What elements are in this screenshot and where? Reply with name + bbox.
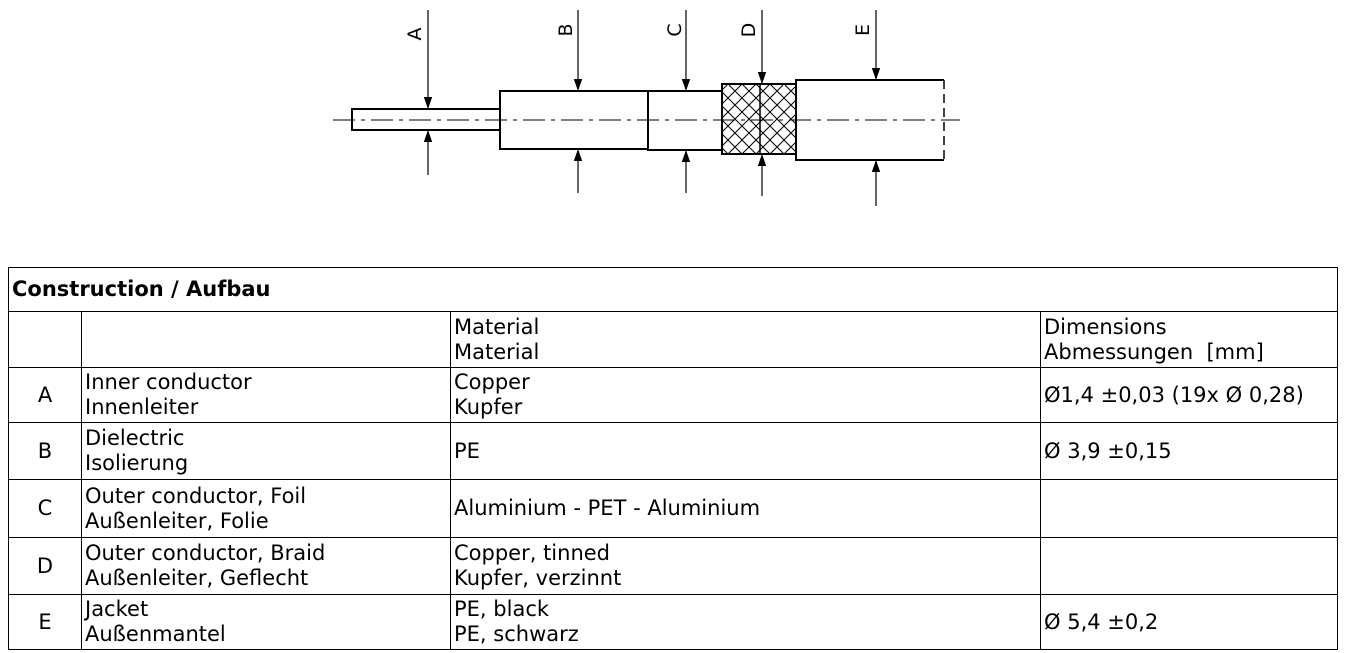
component-cell	[82, 595, 451, 650]
dimension-label-b: B	[555, 23, 577, 37]
header-id-cell	[9, 312, 82, 368]
dimensions-cell: Ø1,4 ±0,03 (19x Ø 0,28)	[1041, 368, 1338, 423]
header-material-en: Material	[454, 314, 540, 339]
component-cell	[82, 538, 451, 595]
material-de: Kupfer	[454, 395, 523, 419]
material-cell	[451, 595, 1041, 650]
dimensions-cell: Ø 3,9 ±0,15	[1041, 423, 1338, 480]
header-component-cell	[82, 312, 451, 368]
component-en: Jacket	[85, 597, 149, 621]
table-header-row	[9, 312, 1338, 368]
construction-table	[8, 267, 1338, 650]
material-de: PE, schwarz	[454, 622, 579, 646]
component-en: Dielectric	[85, 426, 185, 450]
material-en: Copper, tinned	[454, 541, 611, 565]
component-cell	[82, 368, 451, 423]
header-material-de: Material	[454, 339, 540, 364]
table-title: Construction / Aufbau	[9, 268, 1338, 312]
material-cell: Aluminium - PET - Aluminium	[451, 480, 1041, 538]
component-de: Außenleiter, Folie	[85, 508, 269, 533]
header-material-cell	[451, 312, 1041, 368]
component-de: Isolierung	[85, 451, 189, 475]
dimension-label-c: C	[664, 23, 686, 37]
header-dimensions-cell	[1041, 312, 1338, 368]
table-row	[9, 368, 1338, 423]
row-id: A	[9, 368, 82, 423]
header-dimensions-de: Abmessungen [mm]	[1044, 339, 1264, 364]
component-cell	[82, 423, 451, 480]
component-de: Innenleiter	[85, 395, 199, 419]
material-cell	[451, 538, 1041, 595]
component-en: Outer conductor, Braid	[85, 541, 326, 565]
component-de: Außenmantel	[85, 622, 226, 646]
header-dimensions-en: Dimensions	[1044, 314, 1167, 339]
dimensions-cell	[1041, 480, 1338, 538]
material-en: PE, black	[454, 597, 550, 621]
dimensions-cell	[1041, 538, 1338, 595]
component-en: Inner conductor	[85, 370, 252, 394]
dimension-marker-a	[404, 10, 428, 175]
dimensions-cell: Ø 5,4 ±0,2	[1041, 595, 1338, 650]
dimension-label-a: A	[404, 27, 426, 41]
component-en: Outer conductor, Foil	[85, 483, 307, 508]
material-cell	[451, 368, 1041, 423]
material-cell: PE	[451, 423, 1041, 480]
row-id: C	[9, 480, 82, 538]
row-id: D	[9, 538, 82, 595]
table-row	[9, 538, 1338, 595]
braid-shape	[722, 84, 796, 154]
row-id: E	[9, 595, 82, 650]
row-id: B	[9, 423, 82, 480]
component-cell	[82, 480, 451, 538]
table-row	[9, 480, 1338, 538]
table-title-row	[9, 268, 1338, 312]
component-de: Außenleiter, Geflecht	[85, 566, 309, 590]
material-de: Kupfer, verzinnt	[454, 566, 622, 590]
material-en: Copper	[454, 370, 530, 394]
dimension-label-e: E	[852, 23, 874, 37]
dimension-label-d: D	[738, 22, 760, 38]
table-row	[9, 595, 1338, 650]
table-row	[9, 423, 1338, 480]
cable-construction-diagram	[0, 0, 1347, 250]
